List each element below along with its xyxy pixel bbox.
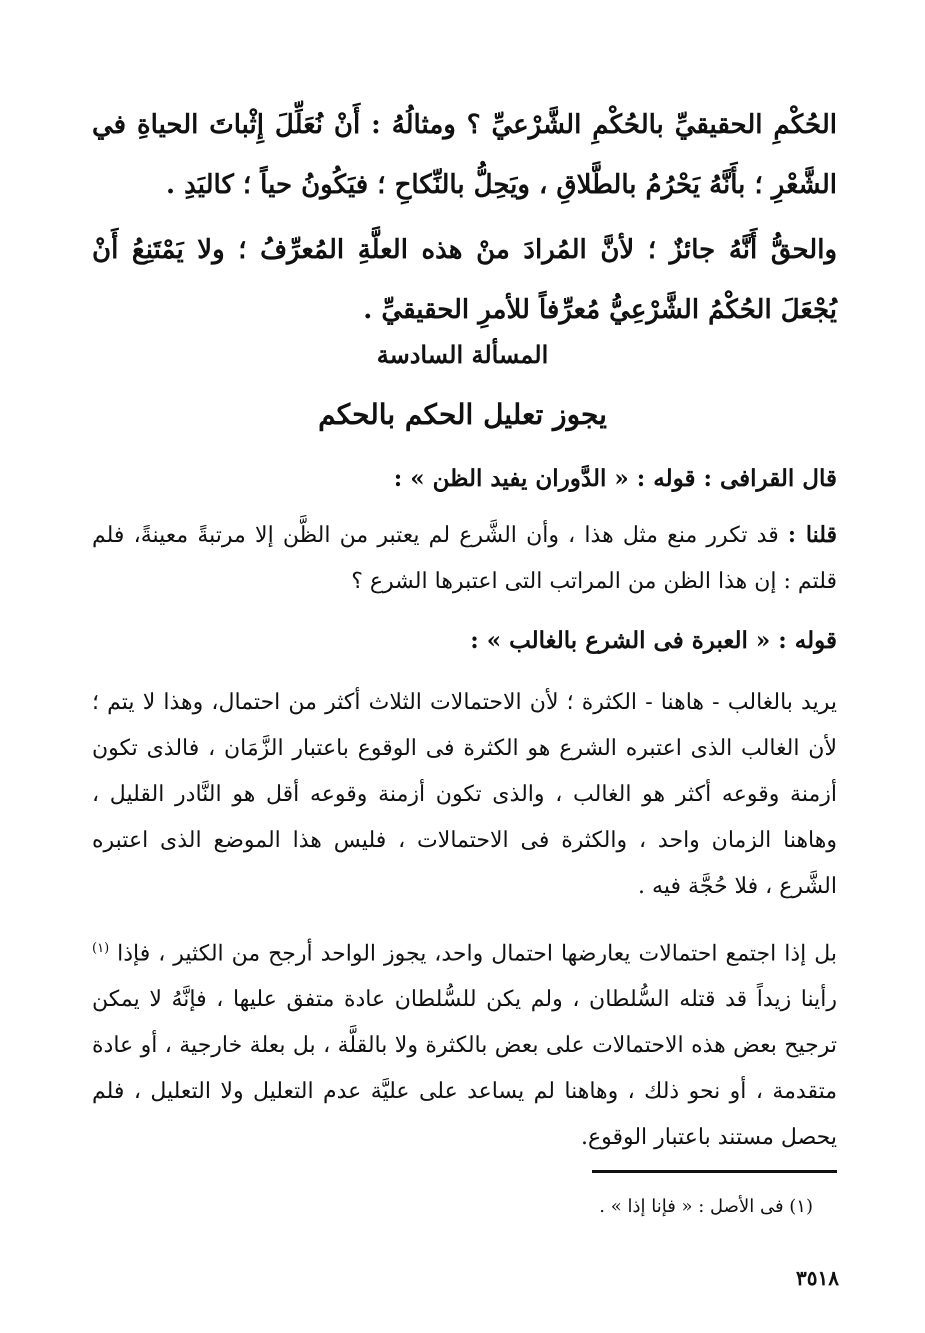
- paragraph-1: الحُكْمِ الحقيقيِّ بالحُكْمِ الشَّرْعيِّ ؟ ومثالُهُ : أَنْ نُعَلِّلَ إِثْباتَ الحياةِ في الشَّعْرِ ؛ بأَنَّهُ يَحْرُمُ بالطَّلاقِ ، ويَحِلُّ بالنِّكاحِ ؛ فيَكُونُ حياً ؛ كاليَدِ .: [92, 110, 837, 200]
- footnote-divider: [592, 1170, 837, 1173]
- paragraph-4: [92, 512, 837, 605]
- paragraph-7-part-a: بل إذا اجتمع احتمالات يعارضها احتمال واحد، يجوز الواحد أرجح من الكثير ، فإذا: [117, 941, 837, 967]
- paragraph-7-part-b: رأينا زيداً قد قتله السُّلطان ، ولم يكن للسُّلطان عادة متفق عليها ، فإنَّهُ لا يمكن ترجيح بعض هذه الاحتمالات على بعض بالكثرة ولا بالقلَّة ، بل بعلة خارجية ، أو عادة متقدمة ، أو نحو ذلك ، وهاهنا لم يساعد على عليَّة عدم التعليل ولا التعليل ، فلم يحصل مستند باعتبار الوقوع.: [92, 987, 837, 1151]
- paragraph-4-lead: قلنا :: [787, 522, 838, 548]
- paragraph-3: قال القرافى : قوله : « الدَّوران يفيد الظن » :: [393, 465, 837, 492]
- paragraph-6: يريد بالغالب - هاهنا - الكثرة ؛ لأن الاحتمالات الثلاث أكثر من احتمال، وهذا لا يتم ؛ لأن الغالب الذى اعتبره الشرع هو الكثرة فى الوقوع باعتبار الزَّمَان ، فالذى تكون أزمنة وقوعه أكثر هو الغالب ، والذى تكون أزمنة وقوعه أقل هو النَّادر القليل ، وهاهنا الزمان واحد ، والكثرة فى الاحتمالات ، فليس هذا الموضع الذى اعتبره الشَّرع ، فلا حُجَّة فيه .: [92, 690, 838, 899]
- paragraph-7: [92, 926, 837, 1161]
- paragraph-4-body: قد تكرر منع مثل هذا ، وأن الشَّرع لم يعتبر من الظَّن إلا مرتبةً معينةً، فلم قلتم : إن هذا الظن من المراتب التى اعتبرها الشرع ؟: [92, 523, 837, 594]
- footnote: (١) فى الأصل : « فإنا إذا » .: [599, 1196, 813, 1217]
- paragraph-5: قوله : « العبرة فى الشرع بالغالب » :: [470, 627, 837, 654]
- section-title: يجوز تعليل الحكم بالحكم: [318, 398, 607, 431]
- page-number: ٣٥١٨: [796, 1266, 839, 1290]
- footnote-marker: (١): [92, 941, 110, 956]
- issue-heading: المسألة السادسة: [376, 340, 549, 369]
- paragraph-2: والحقُّ أَنَّهُ جائزٌ ؛ لأنَّ المُرادَ منْ هذه العلَّةِ المُعرِّفُ ؛ ولا يَمْتَنِعُ أَنْ يُجْعَلَ الحُكْمُ الشَّرْعِيُّ مُعرِّفاً للأمرِ الحقيقيِّ .: [92, 235, 837, 325]
